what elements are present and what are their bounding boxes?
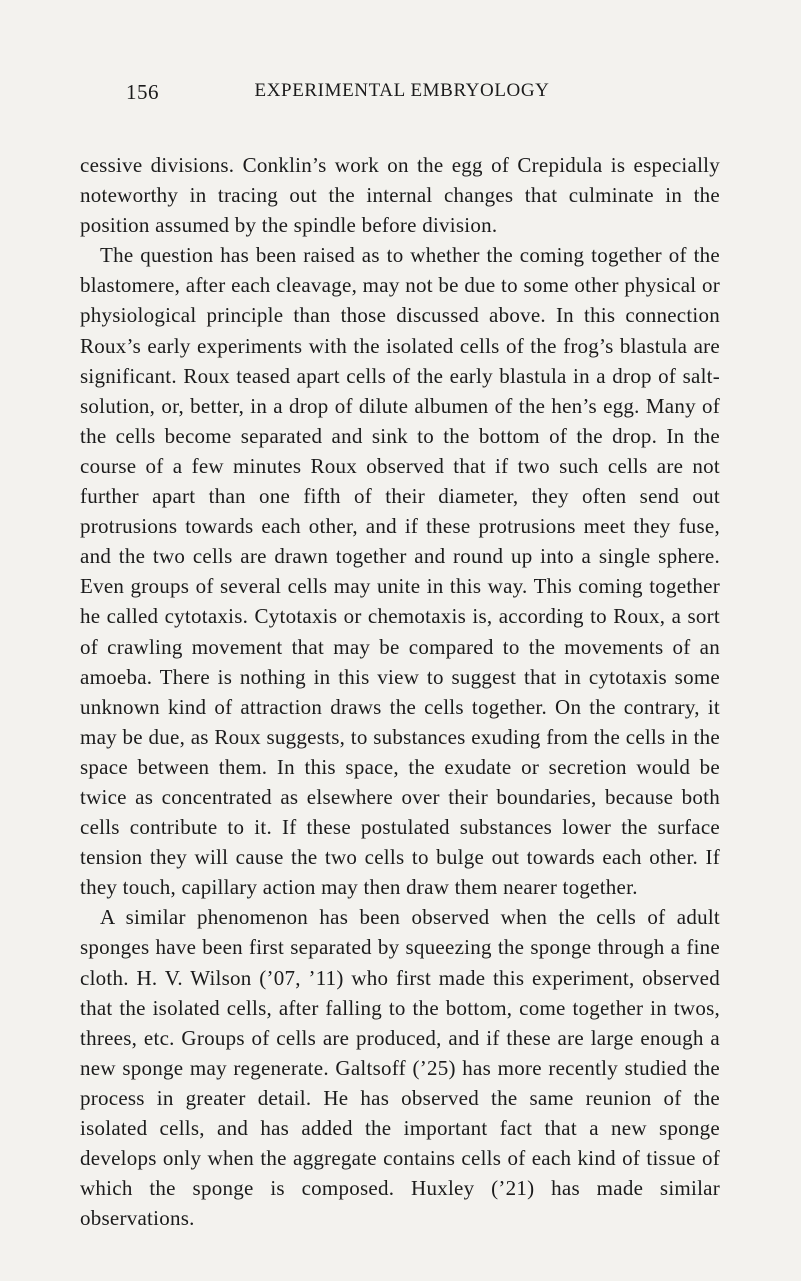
running-head: EXPERIMENTAL EMBRYOLOGY: [254, 80, 550, 101]
page-number: 156: [126, 80, 159, 104]
paragraph: The question has been raised as to whether the coming together of the blastomere, after each cleavage, may not be due to some other physical or physiological principle than those discussed above. In this connection Roux’s early experiments with the isolated cells of the frog’s blastula are significant. Roux teased apart cells of the early blastula in a drop of salt-solution, or, better, in a drop of dilute albumen of the hen’s egg. Many of the cells become separated and sink to the bottom of the drop. In the course of a few minutes Roux observed that if two such cells are not further apart than one fifth of their diameter, they often send out protrusions towards each other, and if these protrusions meet they fuse, and the two cells are drawn together and round up into a single sphere. Even groups of several cells may unite in this way. This coming together he called cytotaxis. Cytotaxis or chemotaxis is, according to Roux, a sort of crawling movement that may be compared to the movements of an amoeba. There is nothing in this view to suggest that in cytotaxis some unknown kind of attraction draws the cells together. On the contrary, it may be due, as Roux suggests, to substances exuding from the cells in the space between them. In this space, the exudate or secretion would be twice as concentrated as elsewhere over their boundaries, because both cells contribute to it. If these postulated substances lower the surface tension they will cause the two cells to bulge out towards each other. If they touch, capillary action may then draw them nearer together.: [80, 243, 720, 900]
paragraph: A similar phenomenon has been observed when the cells of adult sponges have been first separated by squeezing the sponge through a fine cloth. H. V. Wilson (’07, ’11) who first made this experiment, observed that the isolated cells, after falling to the bottom, come together in twos, threes, etc. Groups of cells are produced, and if these are large enough a new sponge may regenerate. Galtsoff (’25) has more recently studied the process in greater detail. He has observed the same reunion of the isolated cells, and has added the important fact that a new sponge develops only when the aggregate contains cells of each kind of tissue of which the sponge is composed. Huxley (’21) has made similar observations.: [80, 905, 720, 1231]
page-header: [126, 80, 678, 116]
paragraph: cessive divisions. Conklin’s work on the egg of Crepidula is especially noteworthy in tracing out the internal changes that culminate in the position assumed by the spindle before division.: [80, 153, 720, 238]
body-text: [80, 150, 720, 1233]
